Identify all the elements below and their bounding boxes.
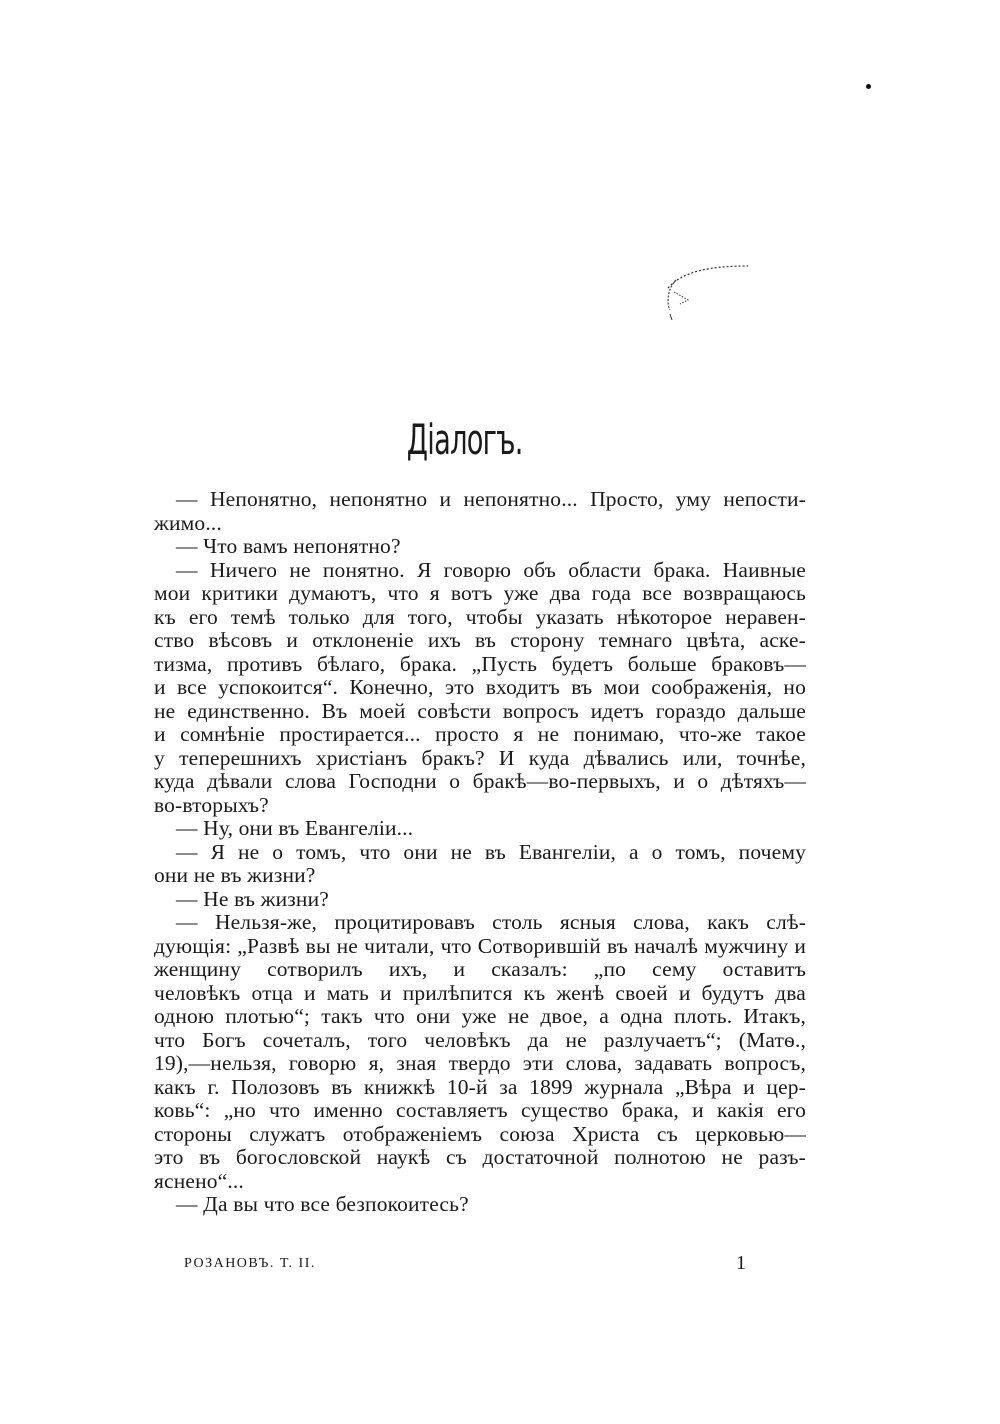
text-line: тизма, противъ бѣлаго, брака. „Пусть будетъ больше браковъ— bbox=[154, 651, 806, 676]
text-line: яснено“... bbox=[154, 1168, 244, 1193]
text-line: куда дѣвали слова Господни о бракѣ—во-первыхъ, и о дѣтяхъ— bbox=[154, 769, 806, 793]
text-line: одною плотью“; такъ что они уже не двое, а одна плоть. Итакъ, bbox=[154, 1004, 806, 1028]
text-line: — Что вамъ непонятно? bbox=[176, 534, 401, 558]
text-line: во-вторыхъ? bbox=[154, 792, 269, 817]
text-line: и все успокоится“. Конечно, это входитъ въ мои соображенія, но bbox=[154, 675, 806, 699]
text-line: не единственно. Въ моей совѣсти вопросъ идетъ гораздо дальше bbox=[154, 698, 806, 723]
body-text bbox=[154, 488, 806, 1217]
text-line: стороны служатъ отображеніемъ союза Христа съ церковью— bbox=[154, 1121, 806, 1146]
text-line: это въ богословской наукѣ съ достаточной полнотою не разъ- bbox=[154, 1145, 806, 1169]
page-number: 1 bbox=[736, 1252, 746, 1274]
text-line: ковь“: „но что именно составляетъ существо брака, и какія его bbox=[154, 1098, 806, 1122]
text-line: — Ничего не понятно. Я говорю объ области брака. Наивные bbox=[176, 557, 806, 582]
text-line: дующія: „Развѣ вы не читали, что Сотворившій въ началѣ мужчину и bbox=[154, 933, 806, 958]
text-line: 19),—нельзя, говорю я, зная твердо эти слова, задавать вопросъ, bbox=[154, 1051, 806, 1075]
page-footer bbox=[184, 1252, 754, 1276]
ink-speck bbox=[866, 84, 871, 89]
text-line: что Богъ сочеталъ, того человѣкъ да не разлучаетъ“; (Матѳ., bbox=[154, 1027, 806, 1052]
text-line: — Да вы что все безпокоитесь? bbox=[176, 1192, 469, 1216]
text-line: женщину сотворилъ ихъ, и сказалъ: „по сему оставитъ bbox=[154, 957, 806, 981]
text-line: — Нельзя-же, процитировавъ столь ясныя слова, какъ слѣ- bbox=[176, 910, 806, 934]
text-line: къ его темѣ только для того, чтобы указать нѣкоторое неравен- bbox=[154, 604, 806, 629]
text-line: — Ну, они въ Евангеліи... bbox=[176, 816, 414, 840]
pencil-mark-icon bbox=[658, 258, 754, 324]
text-line: они не въ жизни? bbox=[154, 863, 316, 887]
chapter-title: Діалогъ. bbox=[406, 415, 523, 464]
text-line: человѣкъ отца и мать и прилѣпится къ женѣ своей и будутъ два bbox=[154, 980, 806, 1005]
text-line: — Я не о томъ, что они не въ Евангеліи, а о томъ, почему bbox=[176, 839, 806, 864]
signature-mark: РОЗАНОВЪ. Т. II. bbox=[184, 1256, 316, 1271]
text-line: ство вѣсовъ и отклоненіе ихъ въ сторону темнаго цвѣта, аске- bbox=[154, 628, 806, 652]
text-line: какъ г. Полозовъ въ книжкѣ 10-й за 1899 журнала „Вѣра и цер- bbox=[154, 1074, 806, 1099]
text-line: жимо... bbox=[154, 510, 222, 535]
text-line: — Непонятно, непонятно и непонятно... Просто, уму непости- bbox=[176, 487, 806, 511]
text-line: и сомнѣніе простирается... просто я не понимаю, что-же такое bbox=[154, 722, 806, 746]
text-line: у теперешнихъ христіанъ бракъ? И куда дѣвались или, точнѣе, bbox=[154, 745, 806, 770]
text-line: — Не въ жизни? bbox=[176, 886, 329, 911]
text-line: мои критики думаютъ, что я вотъ уже два года все возвращаюсь bbox=[154, 581, 806, 605]
